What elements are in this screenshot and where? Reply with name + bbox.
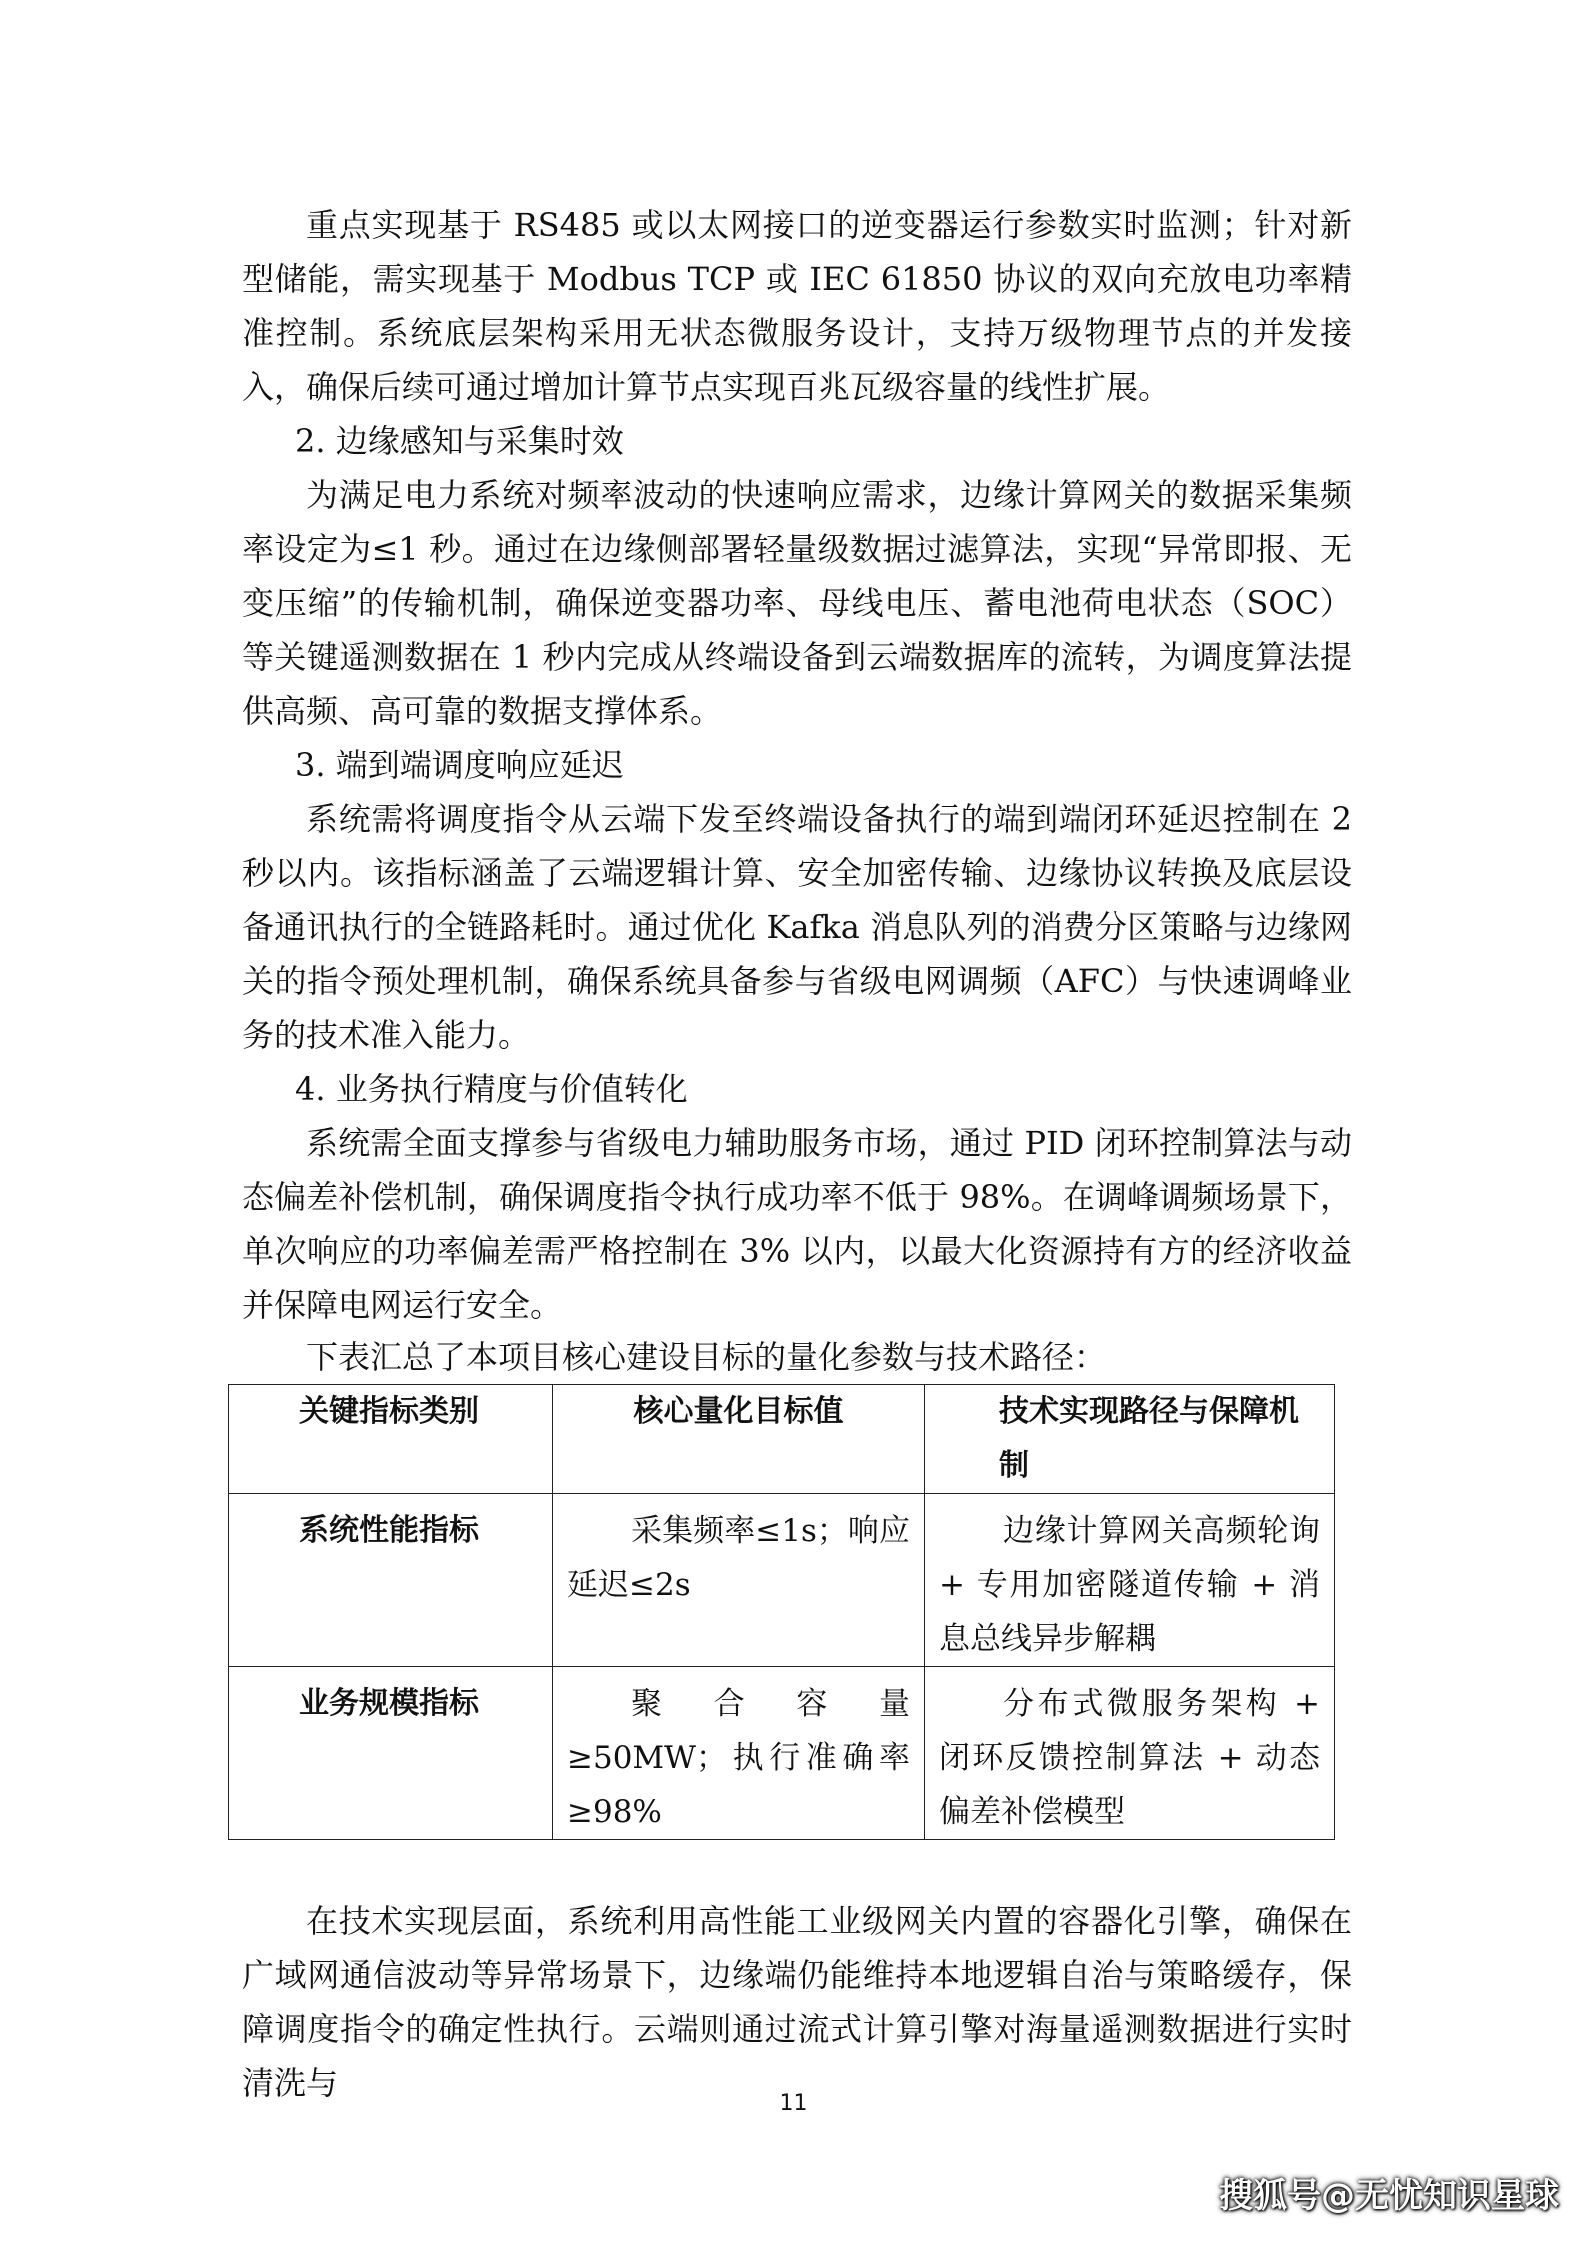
- table-cell: 边缘计算网关高频轮询 + 专用加密隧道传输 + 消息总线异步解耦: [925, 1494, 1335, 1667]
- table-row: [229, 1494, 1335, 1667]
- document-body: [242, 198, 1352, 2110]
- table-row-label: 系统性能指标: [229, 1494, 553, 1667]
- table-cell: 分布式微服务架构 + 闭环反馈控制算法 + 动态偏差补偿模型: [925, 1667, 1335, 1840]
- paragraph-after-table: 在技术实现层面，系统利用高性能工业级网关内置的容器化引擎，确保在广域网通信波动等异常场景下，边缘端仍能维持本地逻辑自治与策略缓存，保障调度指令的确定性执行。云端则通过流式计算引擎对海量遥测数据进行实时清洗与: [242, 1902, 1352, 2102]
- table-cell: 聚合容量≥50MW；执行准确率≥98%: [553, 1667, 925, 1840]
- watermark: 搜狐号@无忧知识星球: [1219, 2176, 1559, 2216]
- table-row-label: 业务规模指标: [229, 1667, 553, 1840]
- paragraph-section-2: 为满足电力系统对频率波动的快速响应需求，边缘计算网关的数据采集频率设定为≤1 秒。通过在边缘侧部署轻量级数据过滤算法，实现“异常即报、无变压缩”的传输机制，确保逆变器功率、母线电压、蓄电池荷电状态（SOC）等关键遥测数据在 1 秒内完成从终端设备到云端数据库的流转，为调度算法提供高频、高可靠的数据支撑体系。: [242, 476, 1352, 730]
- metrics-table: [228, 1384, 1335, 1840]
- page-number: 11: [779, 2091, 808, 2116]
- paragraph-section-4: 系统需全面支撑参与省级电力辅助服务市场，通过 PID 闭环控制算法与动态偏差补偿机制，确保调度指令执行成功率不低于 98%。在调峰调频场景下，单次响应的功率偏差需严格控制在 3% 以内，以最大化资源持有方的经济收益并保障电网运行安全。: [242, 1124, 1352, 1324]
- section-heading-4: 4. 业务执行精度与价值转化: [295, 1070, 688, 1108]
- table-header-cell: 核心量化目标值: [553, 1385, 925, 1494]
- paragraph-section-3: 系统需将调度指令从云端下发至终端设备执行的端到端闭环延迟控制在 2 秒以内。该指标涵盖了云端逻辑计算、安全加密传输、边缘协议转换及底层设备通讯执行的全链路耗时。通过优化 Kafka 消息队列的消费分区策略与边缘网关的指令预处理机制，确保系统具备参与省级电网调频（AFC）与快速调峰业务的技术准入能力。: [242, 800, 1352, 1054]
- table-cell: 采集频率≤1s；响应延迟≤2s: [553, 1494, 925, 1667]
- paragraph-intro: 重点实现基于 RS485 或以太网接口的逆变器运行参数实时监测；针对新型储能，需实现基于 Modbus TCP 或 IEC 61850 协议的双向充放电功率精准控制。系统底层架构采用无状态微服务设计，支持万级物理节点的并发接入，确保后续可通过增加计算节点实现百兆瓦级容量的线性扩展。: [242, 206, 1352, 406]
- table-header-row: [229, 1385, 1335, 1494]
- table-header-cell: 关键指标类别: [229, 1385, 553, 1494]
- table-intro: 下表汇总了本项目核心建设目标的量化参数与技术路径：: [306, 1338, 1107, 1376]
- table-row: [229, 1667, 1335, 1840]
- table-header-cell: 技术实现路径与保障机制: [925, 1385, 1335, 1494]
- section-heading-2: 2. 边缘感知与采集时效: [295, 422, 624, 460]
- section-heading-3: 3. 端到端调度响应延迟: [295, 746, 624, 784]
